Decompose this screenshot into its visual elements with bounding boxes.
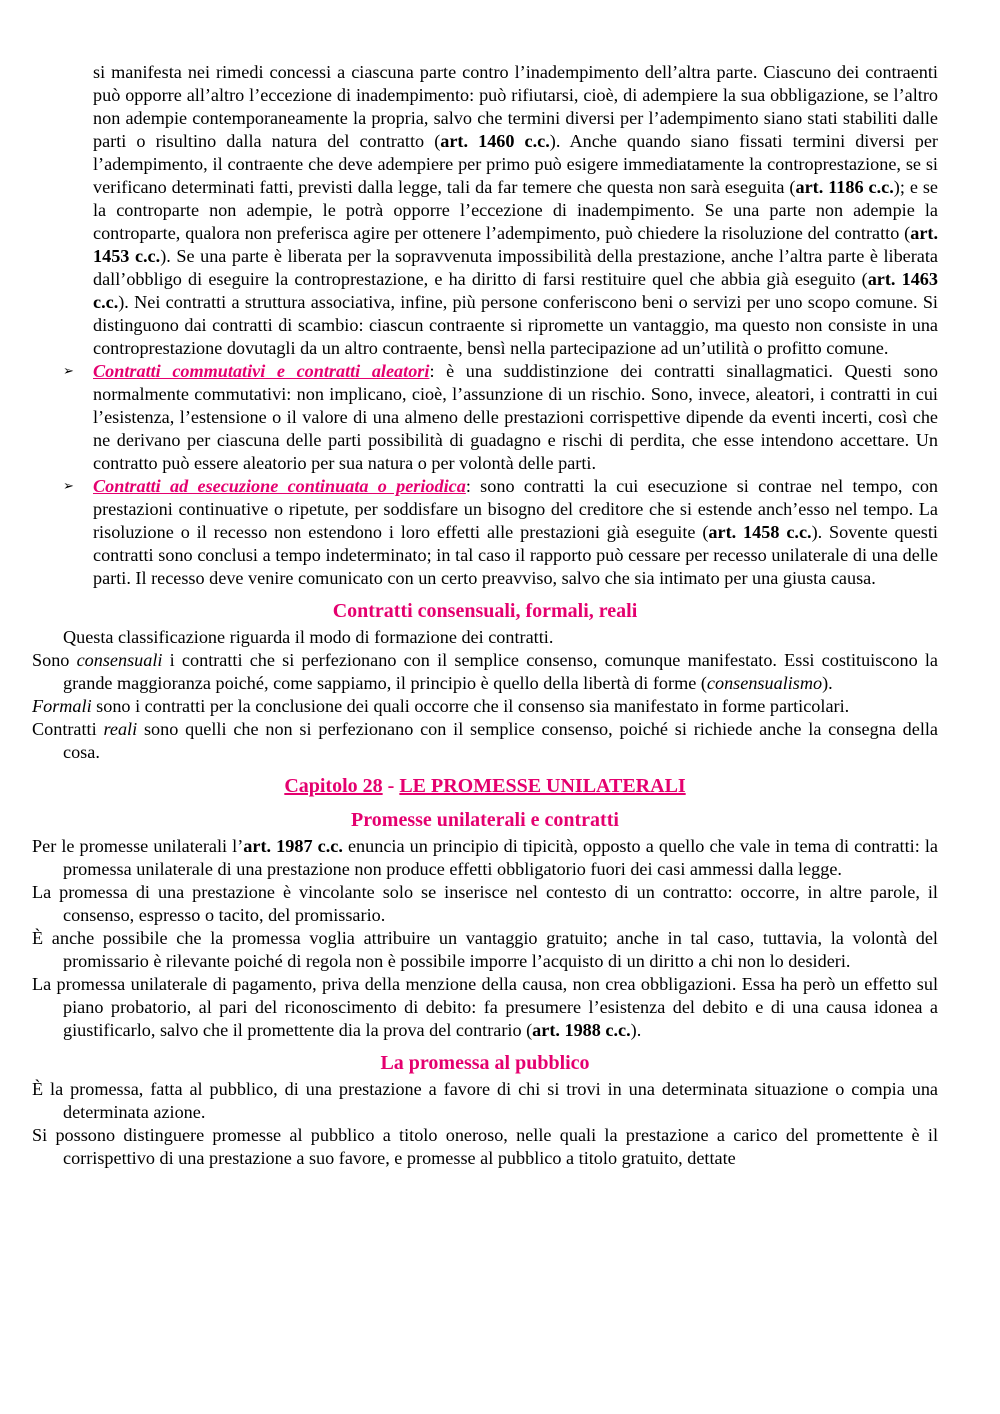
paragraph-promesse-3 — [32, 927, 938, 973]
heading-consensuali-formali-reali: Contratti consensuali, formali, reali — [332, 600, 638, 622]
paragraph-sinallagmatici-continuation — [32, 61, 938, 360]
paragraph-classificazione — [32, 626, 938, 649]
highlighted-term: Contratti commutativi e contratti aleatori — [93, 361, 430, 381]
text-run: Per le promesse unilaterali l’ — [32, 836, 244, 856]
italic-term: Formali — [32, 696, 92, 716]
bullet-text — [93, 361, 938, 473]
text-run: È anche possibile che la promessa voglia attribuire un vantaggio gratuito; anche in tal caso, tuttavia, la volontà del promissario è rilevante poiché di regola non è possibile imporre l’acquisto di un diritto a chi non lo desideri. — [32, 928, 938, 971]
paragraph-consensuali — [32, 649, 938, 695]
article-citation: art. 1460 c.c. — [440, 131, 550, 151]
bullet-commutativi-aleatori — [32, 360, 938, 475]
article-citation: art. 1186 c.c. — [795, 177, 894, 197]
text-run: sono quelli che non si perfezionano con il semplice consenso, poiché si richiede anche la consegna della cosa. — [63, 719, 938, 762]
text-run: i contratti che si perfezionano con il semplice consenso, comunque manifestato. Essi costituiscono la grande maggioranza poiché, come sappiamo, il principio è quello della libertà di forme ( — [63, 650, 938, 693]
highlighted-term: Contratti ad esecuzione continuata o periodica — [93, 476, 466, 496]
document-content — [32, 61, 938, 1170]
chapter-heading — [32, 773, 938, 799]
heading-promesse-unilaterali: Promesse unilaterali e contratti — [351, 809, 619, 831]
text-run: ). Nei contratti a struttura associativa, infine, più persone conferiscono beni o servizi per uno scopo comune. Si distinguono dai contratti di scambio: ciascun contraente si ripromette un vantaggio, ma questo non consiste in una controprestazione dovutagli da un altro contraente, bensì nella partecipazione ad un’utilità o profitto comune. — [93, 292, 938, 358]
italic-term: consensualismo — [706, 673, 823, 693]
article-citation: art. 1458 c.c. — [708, 522, 812, 542]
heading-promessa-al-pubblico: La promessa al pubblico — [380, 1052, 590, 1074]
text-run: Sono — [32, 650, 77, 670]
text-run: ). Se una parte è liberata per la sopravvenuta impossibilità della prestazione, anche l’altra parte è liberata dall’obbligo di eseguire la controprestazione, e ha diritto di farsi restituire quel che abbia già eseguito ( — [93, 246, 938, 289]
text-run: Questa classificazione riguarda il modo di formazione dei contratti. — [63, 627, 554, 647]
chapter-label: Capitolo 28 — [284, 775, 383, 797]
text-run: si manifesta nei rimedi concessi a ciascuna parte contro l’inadempimento dell’altra parte. Ciascuno dei contraenti può opporre all’altro l’eccezione di inadempimento: può rifiutarsi, cioè, di adempiere la sua obbligazione, se l’altro non adempie contemporaneamente la propria, salvo che termini diversi per l’adempimento siano stati stabiliti dalle parti o risultino dalla natura del contratto ( — [93, 62, 938, 151]
paragraph-pubblico-2 — [32, 1124, 938, 1170]
article-citation: art. 1988 c.c. — [532, 1020, 631, 1040]
text-run: ). Sovente questi contratti sono conclusi a tempo indeterminato; in tal caso il rapporto può cessare per recesso unilaterale di una delle parti. Il recesso deve venire comunicato con un certo preavviso, salvo che sia intimato per una giusta causa. — [93, 522, 938, 588]
arrow-bullet-icon: ➢ — [63, 479, 74, 494]
text-run: sono i contratti per la conclusione dei quali occorre che il consenso sia manifestato in forme particolari. — [91, 696, 850, 716]
text-run: enuncia un principio di tipicità, opposto a quello che vale in tema di contratti: la promessa unilaterale di una prestazione non produce effetti obbligatorio fuori dei casi ammessi dalla legge. — [63, 836, 938, 879]
chapter-title: LE PROMESSE UNILATERALI — [399, 775, 686, 797]
text-run: ). Anche quando siano fissati termini diversi per l’adempimento, il contraente che deve adempiere per primo può esigere immediatamente la controprestazione, se si verificano determinati fatti, previsti dalla legge, tali da far temere che questa non sarà eseguita ( — [93, 131, 938, 197]
chapter-separator: - — [382, 775, 400, 797]
article-citation: art. 1453 c.c. — [93, 223, 938, 266]
text-run: : è una suddistinzione dei contratti sinallagmatici. Questi sono normalmente commutativi: non implicano, cioè, l’assunzione di un rischio. Sono, invece, aleatori, i contratti in cui l’esistenza, l’estensione o il valore di una almeno delle prestazioni corrispettive dipende da eventi incerti, così che ne derivano per ciascuna delle parti possibilità di guadagno e rischi di perdita, che esse intendono accettare. Un contratto può essere aleatorio per sua natura o per volontà delle parti. — [93, 361, 938, 473]
paragraph-promesse-1 — [32, 835, 938, 881]
arrow-bullet-icon: ➢ — [63, 364, 74, 379]
text-run: ). — [822, 673, 833, 693]
text-run: Si possono distinguere promesse al pubblico a titolo oneroso, nelle quali la prestazione a carico del promettente è il corrispettivo di una prestazione a suo favore, e promesse al pubblico a titolo gratuito, dettate — [32, 1125, 938, 1168]
text-run: ). — [630, 1020, 642, 1040]
paragraph-formali — [32, 695, 938, 718]
paragraph-promesse-2 — [32, 881, 938, 927]
paragraph-pubblico-1 — [32, 1078, 938, 1124]
paragraph-reali — [32, 718, 938, 764]
italic-term: consensuali — [76, 650, 163, 670]
text-run: È la promessa, fatta al pubblico, di una prestazione a favore di chi si trovi in una determinata situazione o compia una determinata azione. — [32, 1079, 938, 1122]
article-citation: art. 1987 c.c. — [243, 836, 343, 856]
text-run: : sono contratti la cui esecuzione si contrae nel tempo, con prestazioni continuative o ripetute, per soddisfare un bisogno del creditore che si estende anch’esso nel tempo. La risoluzione o il recesso non estendono i loro effetti alle prestazioni già eseguite ( — [93, 476, 939, 542]
text-run: Contratti — [32, 719, 104, 739]
text-run: La promessa unilaterale di pagamento, priva della menzione della causa, non crea obbligazioni. Essa ha però un effetto sul piano probatorio, al pari del riconoscimento di debito: fa presumere l’esistenza del debito e di una causa idonea a giustificarlo, salvo che il promettente dia la prova del contrario ( — [32, 974, 938, 1040]
paragraph-promesse-4 — [32, 973, 938, 1042]
text-run: La promessa di una prestazione è vincolante solo se inserisce nel contesto di un contratto: occorre, in altre parole, il consenso, espresso o tacito, del promissario. — [32, 882, 938, 925]
text-run: ); e se la controparte non adempie, le potrà opporre l’eccezione di inadempimento. Se una parte non adempie la controparte, qualora non preferisca agire per ottenere l’adempimento, può chiedere la risoluzione del contratto ( — [93, 177, 939, 243]
italic-term: reali — [103, 719, 138, 739]
bullet-esecuzione-continuata — [32, 475, 938, 590]
article-citation: art. 1463 c.c. — [93, 269, 938, 312]
bullet-text — [93, 476, 938, 588]
